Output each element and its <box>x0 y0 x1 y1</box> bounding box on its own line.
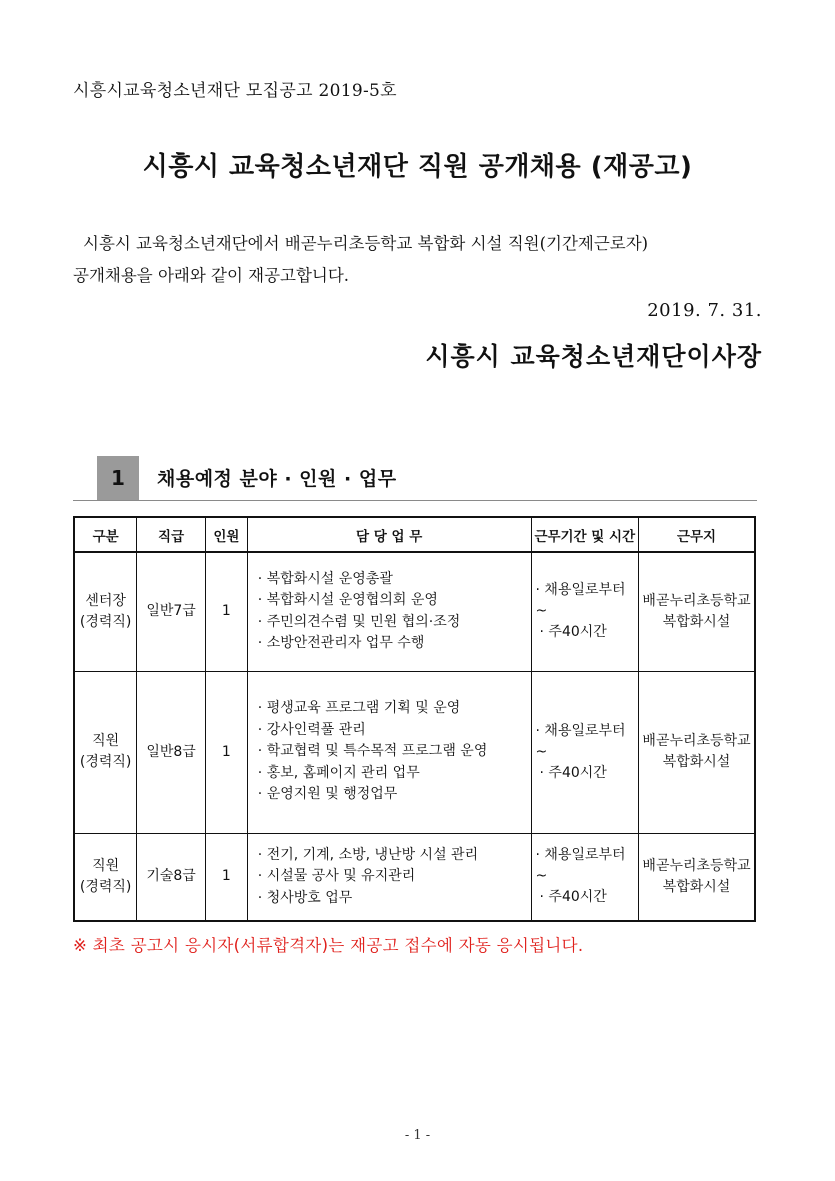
duty-item: · 청사방호 업무 <box>258 888 530 910</box>
page-number: - 1 - <box>404 1128 431 1143</box>
row-grade: 일반8급 <box>137 671 206 833</box>
duty-item: · 홍보, 홈페이지 관리 업무 <box>258 763 530 785</box>
duty-item: · 운영지원 및 행정업무 <box>258 784 530 806</box>
section-title: 채용예정 분야 · 인원 · 업무 <box>157 468 397 490</box>
duty-item: · 평생교육 프로그램 기획 및 운영 <box>258 698 530 720</box>
notice-number: 시흥시교육청소년재단 모집공고 2019-5호 <box>73 81 397 101</box>
table-header-row <box>74 517 755 552</box>
row-period: · 채용일로부터 ~ · 주40시간 <box>531 552 639 671</box>
recruitment-table <box>73 516 756 922</box>
row-count: 1 <box>205 833 247 921</box>
row-category: 직원 (경력직) <box>74 671 137 833</box>
intro-line-2: 공개채용을 아래와 같이 재공고합니다. <box>73 266 350 285</box>
intro-line-1: 시흥시 교육청소년재단에서 배곧누리초등학교 복합화 시설 직원(기간제근로자) <box>83 234 649 253</box>
row-location: 배곧누리초등학교 복합화시설 <box>639 552 755 671</box>
row-period: · 채용일로부터 ~ · 주40시간 <box>531 833 639 921</box>
section-number: 1 <box>97 456 139 500</box>
table-row <box>74 833 755 921</box>
page-title: 시흥시 교육청소년재단 직원 공개채용 (재공고) <box>142 152 693 182</box>
duty-item: · 시설물 공사 및 유지관리 <box>258 866 530 888</box>
table-row <box>74 552 755 671</box>
row-count: 1 <box>205 671 247 833</box>
row-grade: 기술8급 <box>137 833 206 921</box>
duty-item: · 학교협력 및 특수목적 프로그램 운영 <box>258 741 530 763</box>
issuer-name: 시흥시 교육청소년재단이사장 <box>425 342 762 371</box>
row-duties <box>247 833 531 921</box>
duty-item: · 강사인력풀 관리 <box>258 720 530 742</box>
duty-item: · 소방안전관리자 업무 수행 <box>258 633 530 655</box>
table-row <box>74 671 755 833</box>
header-category: 구분 <box>74 517 137 552</box>
header-period: 근무기간 및 시간 <box>531 517 639 552</box>
duty-item: · 복합화시설 운영협의회 운영 <box>258 590 530 612</box>
notice-date: 2019. 7. 31. <box>647 300 762 321</box>
duty-item: · 전기, 기계, 소방, 냉난방 시설 관리 <box>258 845 530 867</box>
row-category: 센터장 (경력직) <box>74 552 137 671</box>
row-category: 직원 (경력직) <box>74 833 137 921</box>
row-location: 배곧누리초등학교 복합화시설 <box>639 833 755 921</box>
intro-paragraph <box>73 228 763 292</box>
duty-item: · 복합화시설 운영총괄 <box>258 569 530 591</box>
header-grade: 직급 <box>137 517 206 552</box>
row-duties <box>247 671 531 833</box>
row-grade: 일반7급 <box>137 552 206 671</box>
row-count: 1 <box>205 552 247 671</box>
header-location: 근무지 <box>639 517 755 552</box>
row-location: 배곧누리초등학교 복합화시설 <box>639 671 755 833</box>
section-header <box>73 456 757 501</box>
row-duties <box>247 552 531 671</box>
header-duties: 담 당 업 무 <box>247 517 531 552</box>
reapplication-note: ※ 최초 공고시 응시자(서류합격자)는 재공고 접수에 자동 응시됩니다. <box>73 936 584 955</box>
duty-item: · 주민의견수렴 및 민원 협의·조정 <box>258 612 530 634</box>
row-period: · 채용일로부터 ~ · 주40시간 <box>531 671 639 833</box>
header-count: 인원 <box>205 517 247 552</box>
